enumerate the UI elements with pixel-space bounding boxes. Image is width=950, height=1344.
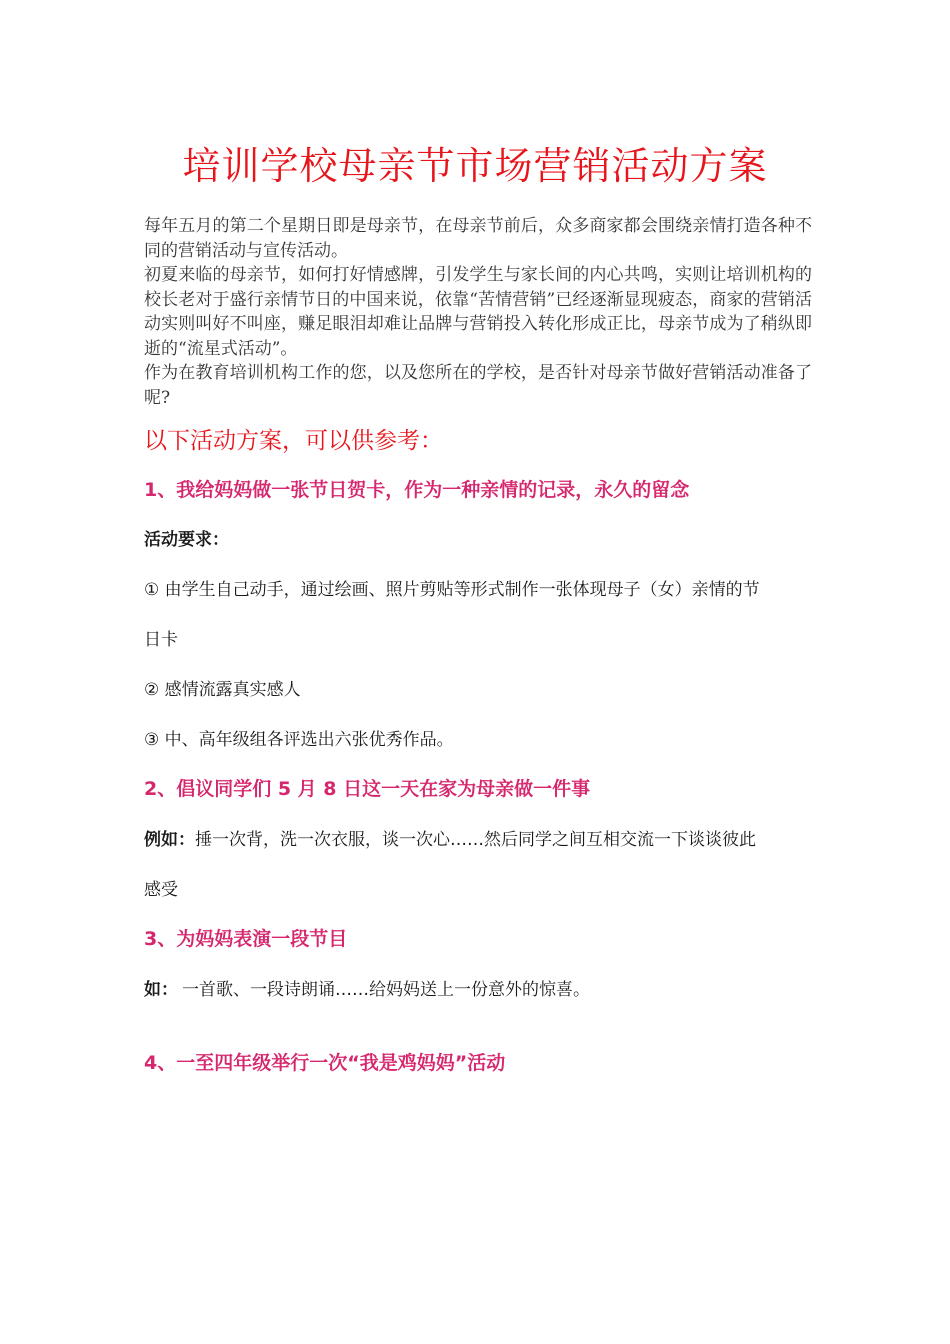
intro-paragraph-2: 初夏来临的母亲节，如何打好情感牌，引发学生与家长间的内心共鸣，实则让培训机构的校长老对于盛行亲情节日的中国来说，依靠“苦情营销”已经逐渐显现疲态，商家的营销活动实则叫好不叫座，赚足眼泪却难让品牌与营销投入转化形成正比，母亲节成为了稍纵即逝的“流星式活动”。 xyxy=(144,265,812,359)
section-4-heading: 4、一至四年级举行一次“我是鸡妈妈”活动 xyxy=(144,1052,506,1074)
example-label: 例如： xyxy=(144,830,195,850)
intro-block xyxy=(144,214,812,410)
section-1-item-3: ③ 中、高年级组各评选出六张优秀作品。 xyxy=(144,730,454,750)
section-2-example-line-2: 感受 xyxy=(144,880,178,900)
example-text: 一首歌、一段诗朗诵……给妈妈送上一份意外的惊喜。 xyxy=(182,980,590,1000)
section-1-heading: 1、我给妈妈做一张节日贺卡，作为一种亲情的记录，永久的留念 xyxy=(144,479,690,501)
section-1-item-2: ② 感情流露真实感人 xyxy=(144,680,301,700)
intro-paragraph-3: 作为在教育培训机构工作的您，以及您所在的学校，是否针对母亲节做好营销活动准备了呢? xyxy=(144,363,812,408)
intro-paragraph-1: 每年五月的第二个星期日即是母亲节，在母亲节前后，众多商家都会围绕亲情打造各种不同的营销活动与宣传活动。 xyxy=(144,216,812,261)
section-3-heading: 3、为妈妈表演一段节目 xyxy=(144,928,348,950)
section-1-item-1-line-2: 日卡 xyxy=(144,630,178,650)
section-1-requirements-label xyxy=(144,527,812,553)
document-title: 培训学校母亲节市场营销活动方案 xyxy=(182,144,768,188)
section-1-item-1-line-1: ① 由学生自己动手，通过绘画、照片剪贴等形式制作一张体现母子（女）亲情的节 xyxy=(144,580,760,600)
section-3-example xyxy=(144,977,812,1003)
requirements-label: 活动要求： xyxy=(144,530,229,550)
section-2-example-line-1 xyxy=(144,827,812,853)
example-label: 如： xyxy=(144,980,178,1000)
section-2-heading: 2、倡议同学们 5 月 8 日这一天在家为母亲做一件事 xyxy=(144,778,591,800)
example-text: 捶一次背，洗一次衣服，谈一次心……然后同学之间互相交流一下谈谈彼此 xyxy=(195,830,756,850)
plans-subheading: 以下活动方案，可以供参考： xyxy=(144,428,443,454)
